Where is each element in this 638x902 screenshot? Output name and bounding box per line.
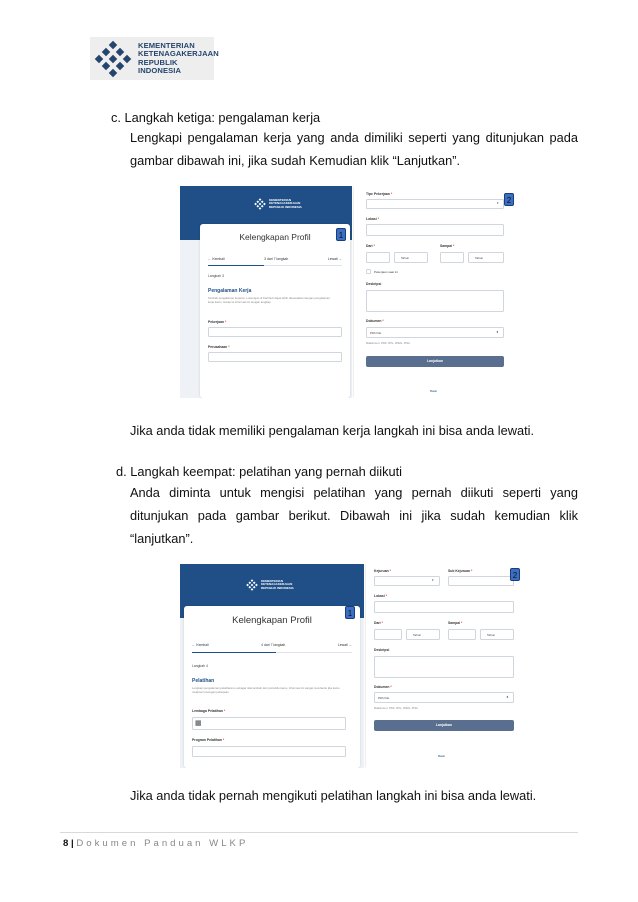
dari-tahun-placeholder: Tahun [413,633,422,637]
page-number: 8 [63,838,69,849]
dari-label: Dari * [366,244,375,248]
program-input[interactable] [192,746,346,757]
skip-link[interactable]: Lewati → [337,643,352,647]
file-input[interactable] [366,327,504,338]
screenshot-pengalaman-kerja [180,186,520,398]
deskripsi-textarea[interactable] [374,656,514,678]
program-label: Program Pelatihan * [192,738,225,742]
section-c-paragraph [130,126,578,172]
mini-logo-line-1: KEMENTERIAN [261,578,284,583]
mini-logo [254,198,302,210]
step-counter: 3 dari 7 langkah [264,257,289,261]
tipe-dropdown-icon[interactable]: ▾ [497,201,499,205]
mini-logo-line-3: REPUBLIK INDONESIA [269,204,302,209]
page-footer [63,838,248,849]
mini-emblem-icon [246,579,258,591]
logo-line-2: KETENAGAKERJAAN [138,49,219,59]
callout-badge-2: 2 [504,193,514,206]
logo-line-1: KEMENTERIAN [138,40,195,50]
sampai-tahun-placeholder: Tahun [487,633,496,637]
sampai-tahun-select[interactable] [480,629,514,640]
upload-icon[interactable]: ⬆ [496,330,499,334]
step-counter: 4 dari 7 langkah [261,643,286,647]
sub-kejuruan-label: Sub Kejuruan * [448,569,473,573]
building-icon: ▦ [195,720,202,727]
sampai-label: Sampai * [448,621,463,625]
section-d-line-2: ditunjukan pada gambar berikut. Dibawah ini jika sudah kemudian klik [130,508,578,523]
dari-tahun-select[interactable] [406,629,440,640]
step-nav [192,643,352,647]
progress-bar [208,265,264,267]
section-c-heading: c. Langkah ketiga: pengalaman kerja [111,110,321,125]
perusahaan-input[interactable] [208,352,342,362]
back-link[interactable]: ← Kembali [192,643,209,647]
file-placeholder: Pilih File [370,331,382,335]
dokumen-label: Dokumen * [366,319,384,323]
section-d-after: Jika anda tidak pernah mengikuti pelatihan langkah ini bisa anda lewati. [130,788,537,803]
sampai-bulan-select[interactable] [448,629,476,640]
progress-bar [192,652,276,654]
pekerjaan-label: Pekerjaan * [208,320,227,324]
sub-kejuruan-select[interactable] [448,576,514,586]
mini-logo-line-3: REPUBLIK INDONESIA [261,585,294,590]
section-c-after: Jika anda tidak memiliki pengalaman kerja langkah ini bisa anda lewati. [130,423,535,438]
dari-label: Dari * [374,621,383,625]
tipe-pekerjaan-label: Tipe Pekerjaan * [366,192,393,196]
step-label: Langkah 4 [192,664,208,668]
kejuruan-select[interactable] [374,576,440,586]
tipe-pekerjaan-select[interactable] [366,199,504,209]
callout-badge-1: 1 [345,606,355,619]
lembaga-input[interactable] [192,717,346,730]
sampai-tahun-placeholder: Tahun [475,256,484,260]
section-description: Lengkapi pengalaman pelatihanmu sebagai nilai tambah dari portofolio kamu. Informasi ini sangat membantu jika kamu melamar lowongan pekerjaan. [192,686,340,694]
kejuruan-dropdown-icon[interactable]: ▾ [432,578,434,582]
deskripsi-label: Deskripsi [366,282,382,286]
kejuruan-label: Kejuruan * [374,569,391,573]
pekerjaan-input[interactable] [208,327,342,337]
dari-tahun-placeholder: Tahun [401,256,410,260]
section-d-heading: d. Langkah keempat: pelatihan yang pernah diikuti [116,464,402,479]
callout-badge-1: 1 [336,228,346,241]
footer-divider [60,832,578,833]
card-title: Kelengkapan Profil [239,232,311,242]
footer-separator: | [68,838,77,849]
section-c-line-2: gambar dibawah ini, jika sudah Kemudian klik “Lanjutkan”. [130,153,461,168]
batal-link[interactable]: Batal [430,389,437,393]
sampai-tahun-select[interactable] [468,252,504,263]
dari-tahun-select[interactable] [394,252,428,263]
ministry-logo [90,37,219,80]
ministry-emblem-icon [94,40,132,78]
lokasi-label: Lokasi * [366,217,380,221]
section-description: Tambah pengalaman kerjamu. Lowongan di Karirhub dapat lebih disesuaikan dengan pengalaman kerja kamu. Harap isi informasi ini dengan lengkap. [208,296,330,304]
upload-icon[interactable]: ⬆ [506,695,509,699]
dari-bulan-select[interactable] [366,252,390,263]
lokasi-label: Lokasi * [374,594,388,598]
mini-logo-line-2: KETENAGAKERJAAN [261,582,293,587]
lokasi-input[interactable] [374,601,514,613]
lokasi-input[interactable] [366,224,504,236]
lembaga-label: Lembaga Pelatihan * [192,709,226,713]
file-hint: Maksimum: PDF, JPG, JPEG, PNG [374,706,418,710]
form-panel [354,186,520,398]
step-nav [208,257,342,261]
section-d-line-3: “lanjutkan”. [130,531,194,546]
deskripsi-label: Deskripsi [374,648,390,652]
footer-title: Dokumen Panduan WLKP [76,838,249,849]
mini-logo-line-1: KEMENTERIAN [269,197,292,202]
mini-emblem-icon [254,198,266,210]
section-d-line-1: Anda diminta untuk mengisi pelatihan yang pernah diikuti seperti yang [130,485,578,500]
card-title: Kelengkapan Profil [232,615,312,626]
screenshot-pelatihan [180,564,528,768]
section-title: Pengalaman Kerja [208,288,252,294]
file-input[interactable] [374,692,514,703]
dari-bulan-select[interactable] [374,629,402,640]
profile-card [200,224,350,398]
file-hint: Maksimum: PDF, JPG, JPEG, PNG [366,341,410,345]
back-link[interactable]: ← Kembali [208,257,225,261]
dokumen-label: Dokumen * [374,685,392,689]
perusahaan-label: Perusahaan * [208,345,230,349]
form-panel [366,564,528,768]
lanjutkan-button[interactable]: Lanjutkan [366,356,504,367]
file-placeholder: Pilih File [378,696,390,700]
section-c-line-1: Lengkapi pengalaman kerja yang anda dimiliki seperti yang ditunjukan pada [130,130,578,145]
current-job-checkbox[interactable] [366,269,371,274]
sampai-bulan-select[interactable] [440,252,464,263]
mini-logo [246,579,294,591]
sampai-label: Sampai * [440,244,455,248]
current-job-label: Pekerjaan saat ini [374,270,398,274]
skip-link[interactable]: Lewati → [327,257,342,261]
batal-link[interactable]: Batal [438,754,445,758]
section-d-paragraph [130,481,578,550]
profile-card [184,606,360,768]
lanjutkan-button[interactable]: Lanjutkan [374,720,514,731]
callout-badge-2: 2 [510,568,520,581]
mini-logo-line-2: KETENAGAKERJAAN [269,201,301,206]
section-title: Pelatihan [192,678,215,684]
logo-line-3: REPUBLIK INDONESIA [138,57,182,75]
step-label: Langkah 3 [208,274,224,278]
deskripsi-textarea[interactable] [366,290,504,312]
